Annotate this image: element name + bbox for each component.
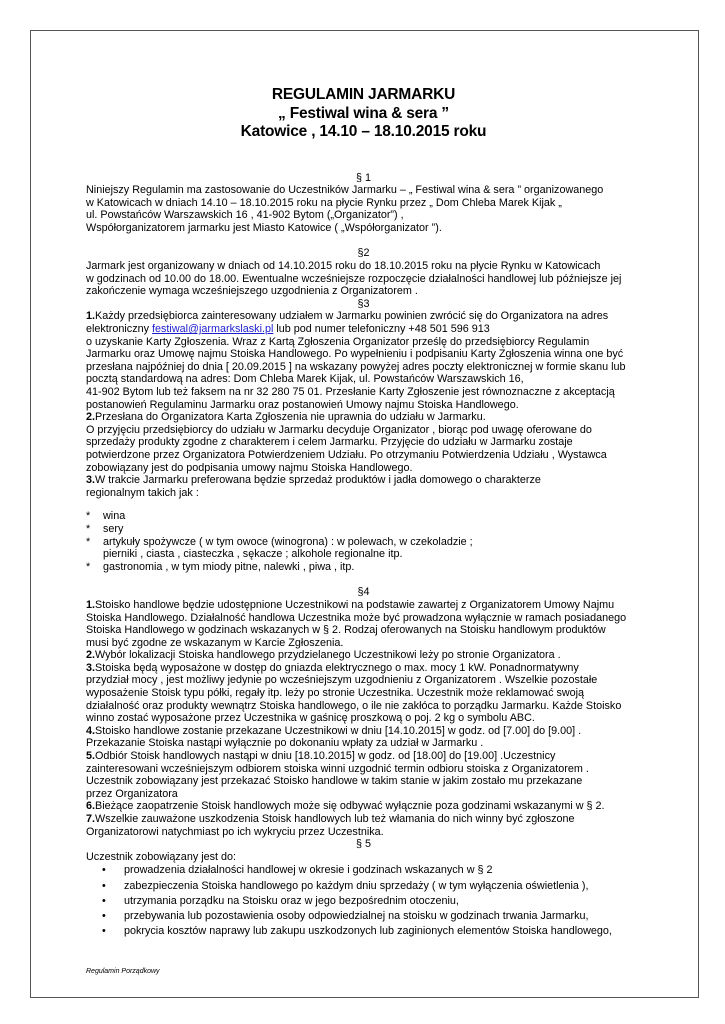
list-marker: * bbox=[86, 522, 91, 535]
bullet-marker: • bbox=[102, 894, 106, 907]
list-item-text: gastronomia , w tym miody pitne, nalewki , piwa , itp. bbox=[103, 560, 355, 573]
list-item bbox=[86, 510, 641, 523]
paragraph-number: 1. bbox=[86, 310, 96, 323]
bullet-marker: • bbox=[102, 864, 106, 877]
list-item bbox=[86, 879, 641, 894]
section-3 bbox=[86, 298, 641, 573]
paragraph-number: 5. bbox=[86, 750, 96, 763]
paragraph-1 bbox=[86, 599, 641, 612]
text-line: musi być zgodne ze wskazanym w Karcie Zgłoszenia. bbox=[86, 636, 344, 649]
text-line: Przekazanie Stoiska nastąpi wyłącznie po dokonaniu wpłaty za udział w Jarmarku . bbox=[86, 737, 484, 750]
obligations-list bbox=[86, 863, 641, 939]
text-line: Każdy przedsiębiorca zainteresowany udziałem w Jarmarku powinien zwrócić się do Organizatora na adres bbox=[95, 310, 609, 323]
text-line: Niniejszy Regulamin ma zastosowanie do Uczestników Jarmarku – „ Festiwal wina & sera ” organizowanego bbox=[86, 184, 604, 197]
document-body bbox=[86, 86, 641, 939]
text-line: Współorganizatorem jarmarku jest Miasto Katowice ( „Współorganizator ”). bbox=[86, 221, 442, 234]
text-line: Stoiska będą wyposażone w dostęp do gniazda elektrycznego o max. mocy 1 kW. Ponadnormatywny bbox=[95, 661, 579, 674]
text-line: ul. Powstańców Warszawskich 16 , 41-902 Bytom („Organizator”) , bbox=[86, 209, 404, 222]
text-line: o uzyskanie Karty Zgłoszenia. Wraz z Kartą Zgłoszenia Organizator prześlę do przedsiębiorcy Regulamin bbox=[86, 335, 590, 348]
list-marker: * bbox=[86, 560, 91, 573]
paragraph-3 bbox=[86, 474, 641, 487]
section-heading: § 5 bbox=[355, 838, 371, 851]
section-2 bbox=[86, 247, 641, 297]
list-item-text: zabezpieczenia Stoiska handlowego po każdym dniu sprzedaży ( w tym wyłączenia oświetlenia ), bbox=[124, 879, 589, 892]
text-line: Stoisko handlowe będzie udostępnione Uczestnikowi na podstawie zawartej z Organizatorem Umowy Najmu bbox=[95, 598, 615, 611]
list-marker bbox=[86, 548, 103, 561]
text-line: Przesłana do Organizatora Karta Zgłoszenia nie uprawnia do udziału w Jarmarku. bbox=[95, 411, 486, 424]
list-item-text: sery bbox=[103, 522, 124, 535]
text-line: Stoiska Handlowego. Działalność handlowa Uczestnika może być prowadzona wyłącznie w ramach posiadanego bbox=[86, 611, 627, 624]
text-line: działalność oraz produkty wewnątrz Stoiska handlowego, o ile nie zakłóca to porządku Jarmarku. Każde Stoisko bbox=[86, 699, 622, 712]
list-item bbox=[86, 561, 641, 574]
list-marker: * bbox=[86, 535, 91, 548]
email-link[interactable]: festiwal@jarmarkslaski.pl bbox=[152, 323, 274, 336]
bullet-marker: • bbox=[102, 879, 106, 892]
paragraph-number: 6. bbox=[86, 800, 96, 813]
text-line: Wybór lokalizacji Stoiska handlowego przydzielanego Uczestnikowi leży po stronie Organizatora . bbox=[95, 649, 561, 662]
text-line: winno zostać wyposażone przez Uczestnika w gaśnicę proszkową o poj. 2 kg o symbolu ABC. bbox=[86, 712, 535, 725]
paragraph-4 bbox=[86, 725, 641, 738]
paragraph-6 bbox=[86, 800, 641, 813]
text-line: O przyjęciu przedsiębiorcy do udziału w Jarmarku decyduje Organizator , biorąc pod uwagę oferowane do bbox=[86, 423, 592, 436]
text-line bbox=[86, 323, 641, 336]
bullet-marker: • bbox=[102, 925, 106, 938]
paragraph-2 bbox=[86, 649, 641, 662]
text-line: sprzedaży produkty zgodne z charakterem i celem Jarmarku. Przyjęcie do udziału w Jarmarku zostaje bbox=[86, 436, 573, 449]
text-line: W trakcie Jarmarku preferowana będzie sprzedaż produktów i jadła domowego o charakterze bbox=[95, 474, 541, 487]
paragraph-2 bbox=[86, 411, 641, 424]
title-line-1: REGULAMIN JARMARKU bbox=[271, 86, 456, 103]
bullet-marker: • bbox=[102, 909, 106, 922]
document-title bbox=[86, 86, 641, 142]
list-item-text: pokrycia kosztów naprawy lub zakupu uszkodzonych lub zaginionych elementów Stoiska handlowego, bbox=[124, 925, 612, 938]
text-line: regionalnym takich jak : bbox=[86, 486, 199, 499]
text-line: Organizatorowi natychmiast po ich wykryciu przez Uczestnika. bbox=[86, 825, 384, 838]
list-item-text: wina bbox=[103, 510, 126, 523]
list-item bbox=[86, 909, 641, 924]
paragraph-7 bbox=[86, 813, 641, 826]
list-item-text: artykuły spożywcze ( w tym owoce (winogrona) : w polewach, w czekoladzie ; bbox=[103, 535, 473, 548]
paragraph-1 bbox=[86, 310, 641, 323]
title-line-2: „ Festiwal wina & sera ” bbox=[278, 104, 449, 122]
text-line: 41-902 Bytom lub też faksem na nr 32 280 75 01. Przesłanie Karty Zgłoszenie jest równoznaczne z akceptacją bbox=[86, 386, 615, 398]
text-line: Uczestnik zobowiązany jest przekazać Stoisko handlowe w takim stanie w jakim zostało mu przekazane bbox=[86, 775, 583, 788]
section-heading: § 1 bbox=[355, 171, 371, 184]
text-line: w Katowicach w dniach 14.10 – 18.10.2015 roku na płycie Rynku przez „ Dom Chleba Marek Kijak „ bbox=[86, 196, 562, 209]
text-line: w godzinach od 10.00 do 18.00. Ewentualne wcześniejsze rozpoczęcie działalności handlowej lub późniejsze jej bbox=[86, 272, 622, 285]
paragraph-5 bbox=[86, 750, 641, 763]
text-line: postanowień Regulaminu Jarmarku oraz postanowień Umowy najmu Stoiska Handlowego. bbox=[86, 398, 519, 411]
text-line: przydział mocy , jest możliwy jedynie po wcześniejszym uzgodnieniu z Organizatorem . Wszelkie pozostałe bbox=[86, 674, 598, 687]
text-line: potwierdzone przez Organizatora Potwierdzeniem Udziału. Po otrzymaniu Potwierdzenia Udziału , Wystawca bbox=[86, 448, 607, 461]
text-line: Jarmarku oraz Umowę najmu Stoiska Handlowego. Po wypełnieniu i podpisaniu Karty Zgłoszenia winna one być bbox=[86, 348, 624, 361]
text-line: Odbiór Stoisk handlowych nastąpi w dniu [18.10.2015] w godz. od [18.00] do [19.00] .Uczestnicy bbox=[95, 750, 556, 763]
text-line: przez Organizatora bbox=[86, 787, 178, 800]
page-footer: Regulamin Porządkowy bbox=[86, 968, 160, 975]
section-heading: §4 bbox=[357, 586, 370, 599]
paragraph-number: 2. bbox=[86, 649, 96, 662]
paragraph-number: 3. bbox=[86, 474, 96, 487]
text-line: wyposażenie Stoisk typu półki, regały itp. leży po stronie Uczestnika. Uczestnik może reklamować swoją bbox=[86, 687, 585, 700]
text-line: Wszelkie zauważone uszkodzenia Stoisk handlowych lub też włamania do nich winny być zgłoszone bbox=[95, 813, 575, 825]
list-item-text: przebywania lub pozostawienia osoby odpowiedzialnej na stoisku w godzinach trwania Jarmarku, bbox=[124, 909, 589, 922]
list-item bbox=[86, 863, 641, 878]
text-line: Stoisko handlowe zostanie przekazane Uczestnikowi w dniu [14.10.2015] w godz. od [7.00] do [9.00] . bbox=[95, 724, 582, 737]
text-line: Jarmark jest organizowany w dniach od 14.10.2015 roku do 18.10.2015 roku na płycie Rynku w Katowicach bbox=[86, 260, 601, 273]
paragraph-number: 3. bbox=[86, 661, 96, 674]
text-line: zobowiązany jest do podpisania umowy najmu Stoiska Handlowego. bbox=[86, 461, 413, 474]
text-line: przesłana najpóźniej do dnia [ 20.09.2015 ] na wskazany powyżej adres poczty elektronicznej w formie skanu lub bbox=[86, 360, 626, 373]
list-item bbox=[86, 536, 641, 549]
paragraph-number: 7. bbox=[86, 813, 96, 825]
section-heading: §3 bbox=[357, 297, 370, 310]
list-marker: * bbox=[86, 510, 91, 523]
product-list bbox=[86, 510, 641, 573]
list-item bbox=[86, 523, 641, 536]
text-line: zainteresowani wcześniejszym odbiorem stoiska winni uzgodnić termin odbioru stoiska z Organizatorem . bbox=[86, 762, 589, 775]
paragraph-3 bbox=[86, 662, 641, 675]
list-item bbox=[86, 894, 641, 909]
section-4 bbox=[86, 586, 641, 838]
section-intro: Uczestnik zobowiązany jest do: bbox=[86, 850, 237, 863]
text-line: Bieżące zaopatrzenie Stoisk handlowych może się odbywać wyłącznie poza godzinami wskazanymi w § 2. bbox=[95, 800, 605, 813]
title-line-3: Katowice , 14.10 – 18.10.2015 roku bbox=[240, 123, 487, 140]
list-item-text: pierniki , ciasta , ciasteczka , sękacze ; alkohole regionalne itp. bbox=[103, 548, 403, 561]
list-item-text: prowadzenia działalności handlowej w okresie i godzinach wskazanych w § 2 bbox=[124, 864, 493, 877]
text-line: zakończenie wymaga wcześniejszego uzgodnienia z Organizatorem . bbox=[86, 285, 418, 298]
section-heading: §2 bbox=[357, 247, 370, 260]
paragraph-number: 4. bbox=[86, 724, 96, 737]
text-fragment: lub pod numer telefoniczny +48 501 596 913 bbox=[273, 323, 490, 336]
text-fragment: elektroniczny bbox=[86, 323, 153, 336]
list-item bbox=[86, 548, 641, 561]
section-5 bbox=[86, 838, 641, 939]
list-item bbox=[86, 924, 641, 939]
section-1 bbox=[86, 172, 641, 235]
text-line: Stoiska Handlowego w godzinach wskazanych w § 2. Rodzaj oferowanych na Stoisku handlowym produktów bbox=[86, 624, 606, 637]
text-line: pocztą standardową na adres: Dom Chleba Marek Kijak, ul. Powstańców Warszawskich 16, bbox=[86, 373, 524, 386]
paragraph-number: 1. bbox=[86, 598, 96, 611]
paragraph-number: 2. bbox=[86, 411, 96, 424]
list-item-text: utrzymania porządku na Stoisku oraz w jego bezpośrednim otoczeniu, bbox=[124, 894, 459, 907]
